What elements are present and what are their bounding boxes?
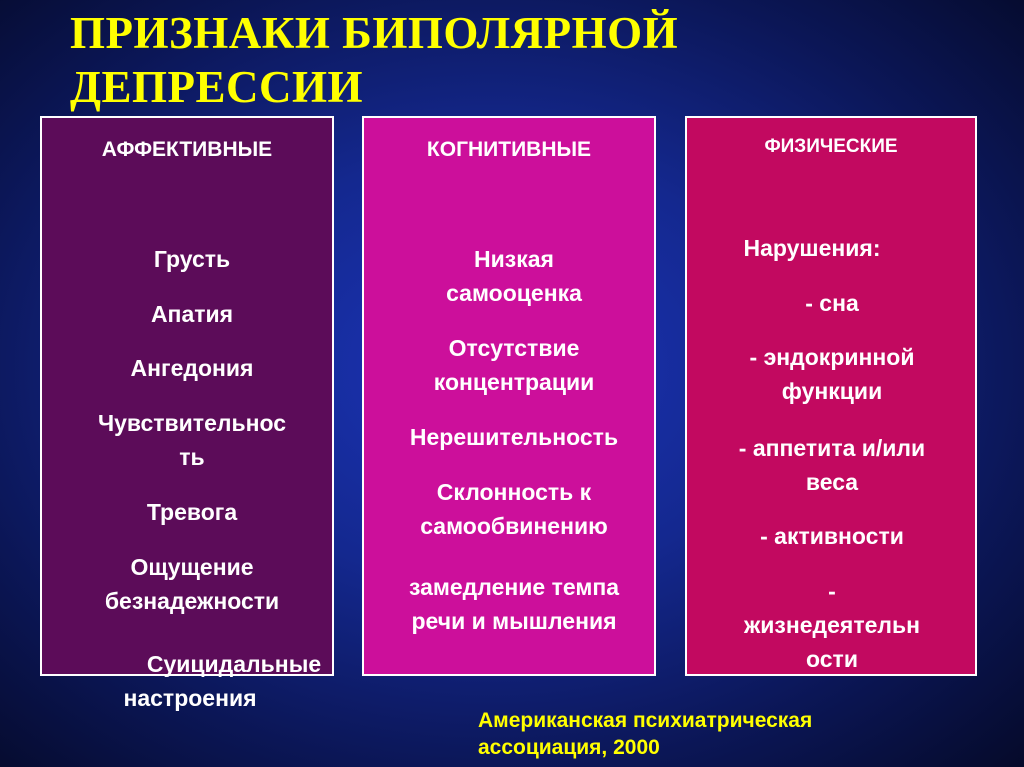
affective-item: безнадежности [104,588,280,614]
affective-item: Грусть [153,246,231,272]
affective-item: Апатия [150,301,234,327]
cognitive-item: замедление темпа [408,574,620,600]
affective-column [40,116,334,676]
cognitive-header: КОГНИТИВНЫЕ [426,138,592,161]
cognitive-item: самообвинению [420,513,608,539]
physical-header: ФИЗИЧЕСКИЕ [764,136,898,157]
affective-item: ть [179,444,205,470]
physical-item: Нарушения: [743,235,881,261]
cognitive-item: Нерешительность [409,424,619,450]
physical-item: - сна [805,290,859,316]
cognitive-item: Склонность к [436,479,592,505]
physical-item: - [828,578,836,604]
physical-item: - эндокринной [749,344,915,370]
physical-item: - активности [760,523,904,549]
source-citation [478,707,898,761]
slide-title-line-1: ПРИЗНАКИ БИПОЛЯРНОЙ [70,8,679,58]
cognitive-item: самооценка [446,280,582,306]
affective-item: Ангедония [130,355,254,381]
affective-item: Чувствительнос [97,410,287,436]
physical-item: ости [806,646,858,672]
cognitive-column [362,116,656,676]
cognitive-item: речи и мышления [411,608,617,634]
affective-item: Тревога [146,499,238,525]
affective-header: АФФЕКТИВНЫЕ [101,138,273,161]
slide-title [70,6,790,114]
affective-item: настроения [123,685,257,711]
cognitive-item: Отсутствие [448,335,580,361]
physical-item: функции [781,378,883,404]
slide-title-line-2: ДЕПРЕССИИ [70,62,363,112]
affective-item: Суицидальные [146,651,322,677]
physical-item: жизнедеятельн [743,612,921,638]
cognitive-item: концентрации [433,369,595,395]
cognitive-item: Низкая [474,246,554,272]
physical-item: - аппетита и/или [738,435,926,461]
source-citation-line-1: Американская психиатрическая [478,709,813,732]
affective-item: Ощущение [130,554,254,580]
physical-column [685,116,977,676]
physical-item: веса [805,469,859,495]
source-citation-line-2: ассоциация, 2000 [478,736,660,759]
